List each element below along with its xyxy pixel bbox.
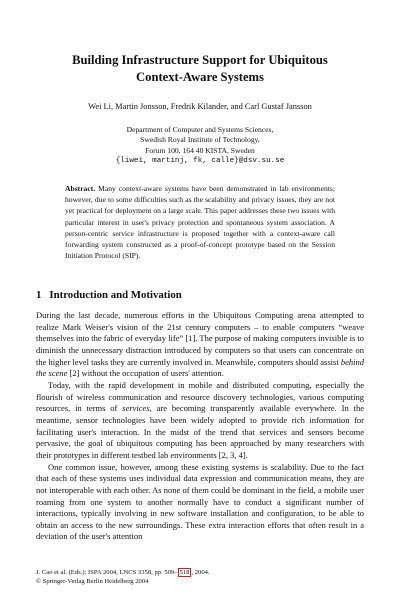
affiliation-line-1: Department of Computer and Systems Sciences, (126, 125, 274, 134)
paragraph-3: One common issue, however, among these existing systems is scalability. Due to the fact that each of these systems uses individual data expression and communication means, they are not interoperable with each other. As none of them could be dominant in the field, a mobile user roaming from one system to another normally have to conduct a significant number of interactions, typically involving in new software installation and configuration, to be able to obtain an access to the new surroundings. These extra interaction efforts that often result in a deviation of the user's attention (36, 461, 364, 542)
abstract-label: Abstract. (65, 184, 96, 193)
section-title: Introduction and Motivation (49, 289, 182, 301)
footer-page-link[interactable]: 518 (179, 569, 190, 576)
paragraph-2-text-a: Today, with the rapid development in mobile and distributed computing, especially the flourish of wireless communication and resource discovery technologies, various computing resources, in terms of (36, 379, 364, 414)
paper-title (40, 52, 360, 86)
section-heading (36, 289, 182, 301)
footer-citation-end: , 2004. (191, 569, 210, 576)
footer-citation (36, 568, 210, 577)
affiliation-line-2: Swedish Royal Institute of Technology, (140, 135, 260, 145)
footer-copyright: © Springer-Verlag Berlin Heidelberg 2004 (36, 578, 149, 585)
paragraph-1 (36, 310, 364, 380)
footer (36, 568, 210, 586)
paragraph-1-text-b: [2] without the occupation of users' attention. (67, 368, 224, 379)
footer-citation-text: J. Cao et al. (Eds.): ISPA 2004, LNCS 3358, pp. 509– (36, 569, 178, 576)
paragraph-2 (36, 380, 364, 462)
paragraph-2-text-b: , are becoming transparently available everywhere. In the meantime, sensor technologies have been widely adopted to provide rich information for facilitating user's interaction. In the midst of the trend that services and sensors become pervasive, the goal of ubiquitous computing has been approached by many researchers with their prototypes in different testbed lab environments [2, 3, 4]. (36, 403, 364, 460)
abstract-text: Many context-aware systems have been demonstrated in lab environments; however, due to some difficulties such as the scalability and privacy issues, they are not yet practical for deployment on a large scale. This paper addresses these two issues with particular interest in user's privacy protection and spontaneous system association. A person-centric service infrastructure is proposed together with a context-aware call forwarding system constructed as a proof-of-concept prototype based on the Session Initiation Protocol (SIP). (65, 184, 335, 261)
paragraph-2-emphasis: services (122, 403, 150, 414)
paragraph-1-text-a: During the last decade, numerous efforts in the Ubiquitous Computing arena attempted to realize Mark Weiser's vision of the 21st century computers – to enable computers “weave themselves into the fabric of everyday life” [1]. The purpose of making computers invisible is to diminish the unnecessary distraction introduced by computers so that users can concentrate on the higher level tasks they are currently involved in. Meanwhile, computers should assist (36, 310, 364, 367)
affiliation (40, 125, 360, 166)
title-line-2: Context-Aware Systems (136, 70, 264, 84)
title-line-1: Building Infrastructure Support for Ubiquitous (72, 53, 328, 67)
author-emails: {liwei, martinj, fk, calle}@dsv.su.se (115, 156, 285, 165)
paragraph-1-emphasis: behind the scene (36, 356, 364, 379)
body-text (36, 310, 364, 543)
section-number: 1 (36, 289, 42, 301)
affiliation-line-3: Forum 100, 164 40 KISTA, Sweden (145, 145, 255, 155)
authors: Wei Li, Martin Jonsson, Fredrik Kilander, and Carl Gustaf Jansson (88, 102, 312, 111)
abstract (65, 183, 335, 261)
